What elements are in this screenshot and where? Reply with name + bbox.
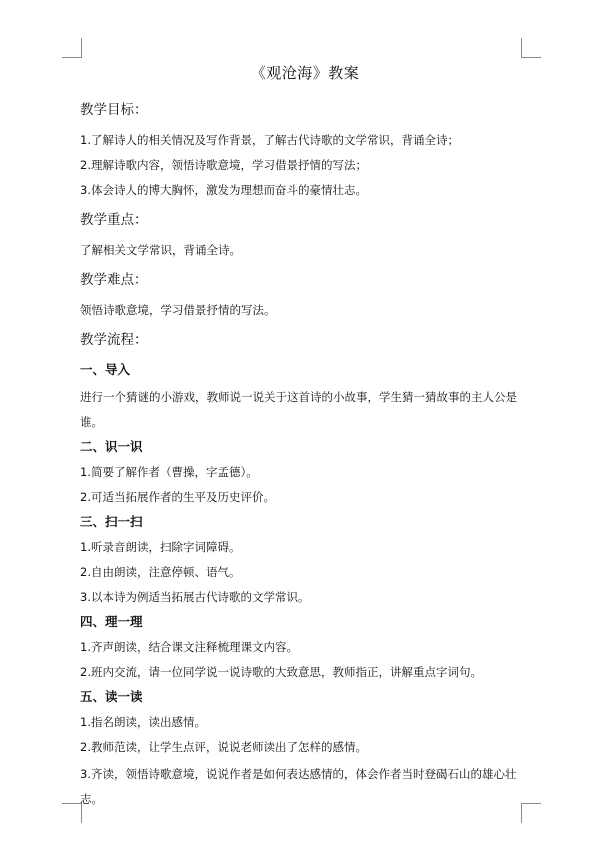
crop-mark-top-right (521, 38, 541, 58)
difficulties-heading: 教学难点： (80, 272, 148, 288)
section-item: 1.听录音朗读，扫除字词障碍。 (80, 540, 241, 554)
difficulties-text: 领悟诗歌意境，学习借景抒情的写法。 (80, 303, 276, 317)
section-title: 三、扫一扫 (80, 514, 143, 529)
key-points-heading: 教学重点： (80, 212, 148, 228)
document-body (80, 62, 530, 814)
objective-item: 3.体会诗人的博大胸怀，激发为理想而奋斗的豪情壮志。 (80, 183, 367, 197)
section-title: 四、理一理 (80, 614, 143, 629)
section-item: 3.以本诗为例适当拓展古代诗歌的文学常识。 (80, 590, 310, 604)
objectives-heading: 教学目标： (80, 102, 148, 118)
section-paragraph: 进行一个猜谜的小游戏，教师说一说关于这首诗的小故事，学生猜一猜故事的主人公是谁。 (80, 390, 517, 429)
process-heading: 教学流程： (80, 332, 148, 348)
key-points-text: 了解相关文学常识，背诵全诗。 (80, 243, 241, 257)
objective-item: 1.了解诗人的相关情况及写作背景，了解古代诗歌的文学常识，背诵全诗； (80, 133, 459, 147)
section-item: 2.自由朗读，注意停顿、语气。 (80, 565, 241, 579)
section-item: 2.教师范读，让学生点评，说说老师读出了怎样的感情。 (80, 740, 367, 754)
crop-mark-bottom-left (62, 803, 82, 823)
section-title: 二、识一识 (80, 439, 143, 454)
section-item: 2.可适当拓展作者的生平及历史评价。 (80, 490, 275, 504)
section-item: 1.指名朗读，读出感情。 (80, 715, 206, 729)
section-item: 2.班内交流，请一位同学说一说诗歌的大致意思，教师指正，讲解重点字词句。 (80, 665, 482, 679)
section-item: 1.齐声朗读，结合课文注释梳理课文内容。 (80, 640, 298, 654)
section-title: 一、导入 (80, 362, 131, 377)
objective-item: 2.理解诗歌内容，领悟诗歌意境，学习借景抒情的写法； (80, 158, 367, 172)
section-title: 五、读一读 (80, 689, 143, 704)
crop-mark-top-left (62, 38, 82, 58)
section-item: 1.简要了解作者（曹操，字孟德）。 (80, 465, 258, 479)
section-item: 3.齐读，领悟诗歌意境，说说作者是如何表达感情的，体会作者当时登碣石山的雄心壮志。 (80, 767, 517, 806)
document-title: 《观沧海》教案 (250, 64, 360, 82)
